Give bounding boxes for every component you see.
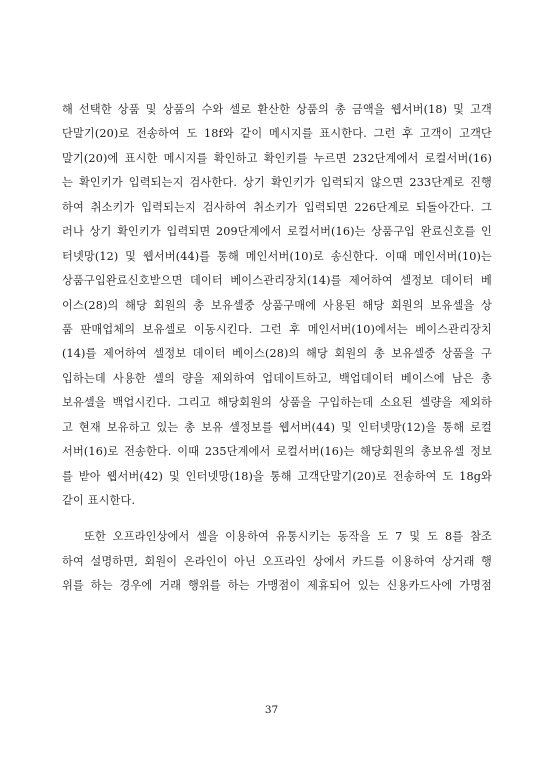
text-line: 상품구입완료신호받으면 데이터 베이스관리장치(14)를 제어하여 셀정보 데이터 베: [62, 274, 492, 288]
text-line: 또한 오프라인상에서 셀을 이용하여 유통시키는 동작을 도 7 및 도 8를 참조: [84, 530, 492, 544]
text-line: 말기(20)에 표시한 메시지를 확인하고 확인키를 누르면 232단계에서 로컬서버(16): [62, 151, 492, 165]
page-number: 37: [264, 704, 279, 716]
text-line: 이스(28)의 해당 회원의 총 보유셀중 상품구매에 사용된 해당 회원의 보유셀을 상: [62, 298, 492, 312]
text-line: 고 현재 보유하고 있는 총 보유 셀정보를 웹서버(44) 및 인터넷망(12)을 통해 로컬: [62, 420, 492, 434]
text-line: 서버(16)로 전송한다. 이때 235단계에서 로컬서버(16)는 해당회원의 총보유셀 정보: [62, 445, 492, 459]
text-line: (14)를 제어하여 셀정보 데이터 베이스(28)의 해당 회원의 총 보유셀중 상품을 구: [62, 347, 492, 361]
paragraph-1: [62, 98, 492, 513]
text-line: 러나 상기 확인키가 입력되면 209단계에서 로컬서버(16)는 상품구입 완료신호를 인: [62, 225, 492, 239]
text-line: 단말기(20)로 전송하여 도 18f와 같이 메시지를 표시한다. 그런 후 고객이 고객단: [62, 127, 492, 141]
text-line: 는 확인키가 입력되는지 검사한다. 상기 확인키가 입력되지 않으면 233단계로 진행: [62, 176, 492, 190]
paragraph-2: [62, 525, 492, 598]
text-line: 품 판매업체의 보유셀로 이동시킨다. 그런 후 메인서버(10)에서는 베이스관리장치: [62, 322, 492, 336]
text-line: 하여 취소키가 입력되는지 검사하여 취소키가 입력되면 226단계로 되돌아간다. 그: [62, 200, 492, 214]
text-line: 같이 표시한다.: [62, 494, 136, 507]
text-line: 위를 하는 경우에 거래 행위를 하는 가맹점이 제휴되어 있는 신용카드사에 가명점: [62, 579, 492, 593]
text-line: 보유셀을 백업시킨다. 그리고 해당회원의 상품을 구입하는데 소요된 셀량을 제외하: [62, 396, 492, 410]
text-line: 터넷망(12) 및 웹서버(44)를 통해 메인서버(10)로 송신한다. 이때 메인서버(10)는: [62, 249, 492, 263]
text-line: 입하는데 사용한 셀의 량을 제외하여 업데이트하고, 백업데이터 베이스에 남은 총: [62, 371, 492, 385]
body-text: [62, 98, 492, 599]
text-line: 하여 설명하면, 회원이 온라인이 아닌 오프라인 상에서 카드를 이용하여 상거래 행: [62, 554, 492, 568]
text-line: 를 받아 웹서버(42) 및 인터넷망(18)을 통해 고객단말기(20)로 전송하여 도 18g와: [62, 469, 492, 483]
text-line: 해 선택한 상품 및 상품의 수와 셀로 환산한 상품의 총 금액을 웹서버(18) 및 고객: [62, 103, 492, 116]
paragraph-gap: [62, 513, 492, 525]
